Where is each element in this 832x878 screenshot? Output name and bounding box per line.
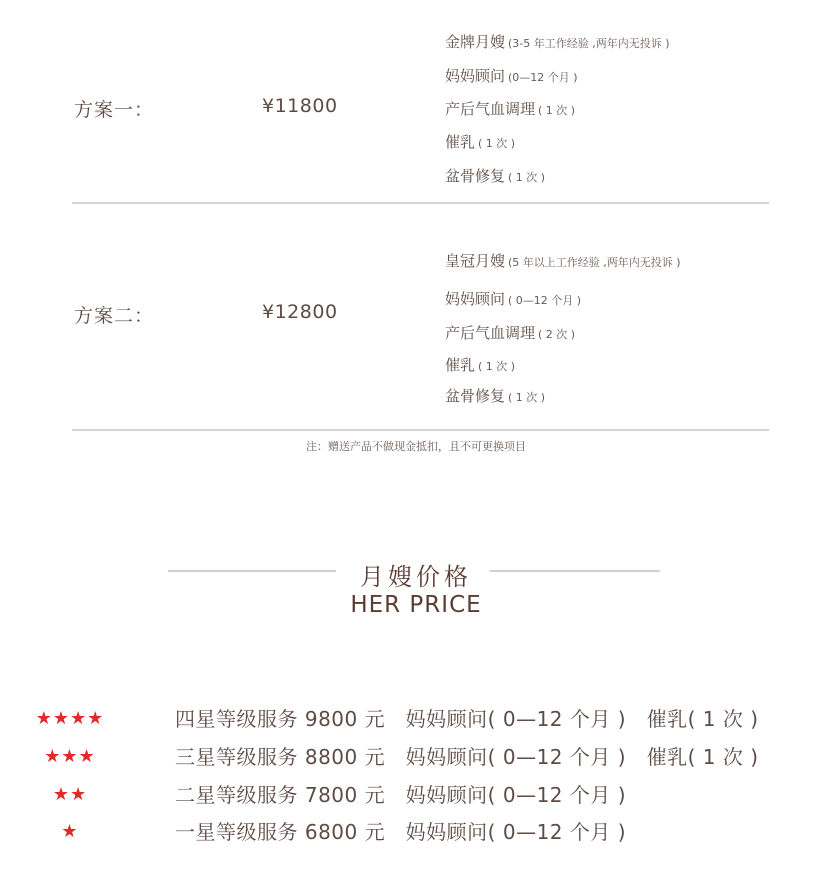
- section-subtitle: HER PRICE: [350, 592, 482, 618]
- tier-text: 一星等级服务 6800 元 妈妈顾问( 0—12 个月 ): [175, 820, 627, 844]
- plan-price: ¥12800: [262, 301, 338, 323]
- star-icons: ★★★★: [35, 708, 105, 729]
- tier-text: 三星等级服务 8800 元 妈妈顾问( 0—12 个月 ) 催乳( 1 次 ): [175, 745, 759, 769]
- feature-item: 产后气血调理 ( 2 次 ): [445, 324, 576, 342]
- feature-item: 盆骨修复 ( 1 次 ): [445, 167, 546, 185]
- feature-item: 盆骨修复 ( 1 次 ): [445, 387, 546, 405]
- plan-price: ¥11800: [262, 95, 338, 117]
- feature-item: 金牌月嫂 (3-5 年工作经验 ,两年内无投诉 ): [445, 33, 670, 51]
- tier-row: [0, 742, 832, 772]
- plan-name: 方案一：: [74, 99, 155, 121]
- star-icons: ★: [61, 821, 79, 842]
- tier-row: [0, 780, 832, 810]
- plan-name: 方案二：: [74, 305, 155, 327]
- tier-text: 二星等级服务 7800 元 妈妈顾问( 0—12 个月 ): [175, 783, 627, 807]
- feature-item: 催乳 ( 1 次 ): [445, 133, 516, 151]
- feature-item: 妈妈顾问 ( 0—12 个月 ): [445, 290, 582, 308]
- divider: [72, 429, 769, 431]
- feature-item: 妈妈顾问 (0—12 个月 ): [445, 67, 578, 85]
- tier-text: 四星等级服务 9800 元 妈妈顾问( 0—12 个月 ) 催乳( 1 次 ): [175, 707, 759, 731]
- footnote: 注：赠送产品不做现金抵扣，且不可更换项目: [306, 440, 526, 453]
- star-icons: ★★: [52, 784, 88, 805]
- tier-row: [0, 817, 832, 847]
- tier-row: [0, 704, 832, 734]
- feature-item: 催乳 ( 1 次 ): [445, 356, 516, 374]
- feature-item: 产后气血调理 ( 1 次 ): [445, 100, 576, 118]
- star-icons: ★★★: [44, 746, 96, 767]
- divider: [72, 202, 769, 204]
- section-title: 月嫂价格: [360, 563, 472, 591]
- feature-item: 皇冠月嫂 (5 年以上工作经验 ,两年内无投诉 ): [445, 252, 681, 270]
